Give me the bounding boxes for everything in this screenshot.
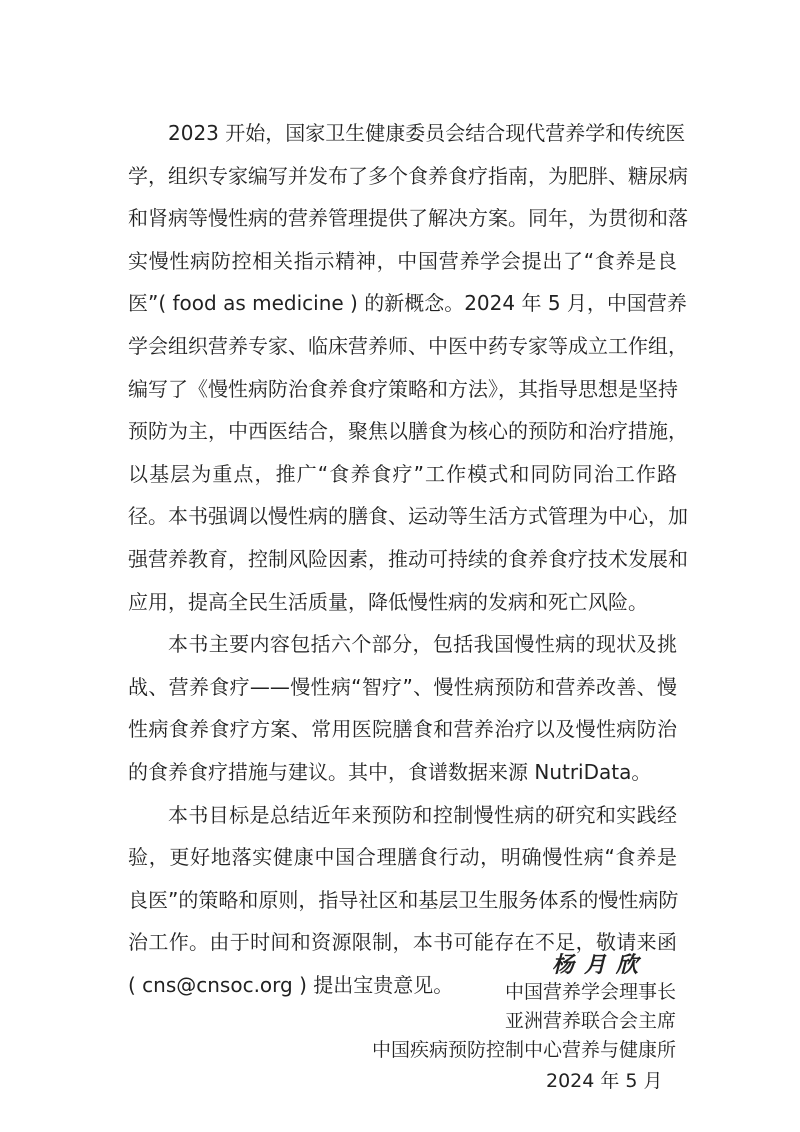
paragraph-2-line: 战、营养食疗——慢性病“智疗”、慢性病预防和营养改善、慢: [128, 674, 677, 699]
paragraph-1-line: 和肾病等慢性病的营养管理提供了解决方案。同年，为贯彻和落: [128, 206, 688, 231]
author-signature: 杨月欣: [552, 952, 649, 978]
paragraph-2-line: 本书主要内容包括六个部分，包括我国慢性病的现状及挑: [168, 632, 677, 657]
author-title-1: 中国营养学会理事长: [504, 981, 676, 1003]
paragraph-1-line: 学会组织营养专家、临床营养师、中医中药专家等成立工作组，: [128, 333, 688, 358]
paragraph-3-line: 治工作。由于时间和资源限制，本书可能存在不足，敬请来函: [128, 930, 677, 955]
signature-date: 2024 年 5 月: [546, 1070, 663, 1092]
paragraph-1-line: 医”( food as medicine ) 的新概念。2024 年 5 月，中国营养: [128, 291, 687, 316]
paragraph-2-line: 性病食养食疗方案、常用医院膳食和营养治疗以及慢性病防治: [128, 717, 677, 742]
paragraph-1-line: 实慢性病防控相关指示精神，中国营养学会提出了“食养是良: [128, 248, 677, 273]
paragraph-1-line: 应用，提高全民生活质量，降低慢性病的发病和死亡风险。: [128, 589, 648, 614]
paragraph-1-line: 以基层为重点，推广“食养食疗”工作模式和同防同治工作路: [128, 461, 677, 486]
preface-body: [128, 112, 688, 1006]
paragraph-1-line: 编写了《慢性病防治食养食疗策略和方法》，其指导思想是坚持: [128, 376, 678, 401]
paragraph-1-line: 强营养教育，控制风险因素，推动可持续的食养食疗技术发展和: [128, 546, 688, 571]
author-title-2: 亚洲营养联合会主席: [504, 1010, 676, 1032]
paragraph-2-line: 的食养食疗措施与建议。其中，食谱数据来源 NutriData。: [128, 759, 652, 784]
paragraph-1-line: 预防为主，中西医结合，聚焦以膳食为核心的预防和治疗措施，: [128, 419, 688, 444]
paragraph-3-line: 良医”的策略和原则，指导社区和基层卫生服务体系的慢性病防: [128, 887, 679, 912]
paragraph-1-line: 2023 开始，国家卫生健康委员会结合现代营养学和传统医: [168, 121, 686, 145]
paragraph-1-line: 径。本书强调以慢性病的膳食、运动等生活方式管理为中心，加: [128, 504, 688, 529]
paragraph-3-line: ( cns@cnsoc.org ) 提出宝贵意见。: [128, 972, 454, 997]
author-title-3: 中国疾病预防控制中心营养与健康所: [371, 1039, 676, 1061]
paragraph-3-line: 本书目标是总结近年来预防和控制慢性病的研究和实践经: [168, 802, 677, 827]
paragraph-1-line: 学，组织专家编写并发布了多个食养食疗指南，为肥胖、糖尿病: [128, 163, 688, 188]
paragraph-3-line: 验，更好地落实健康中国合理膳食行动，明确慢性病“食养是: [128, 845, 677, 870]
